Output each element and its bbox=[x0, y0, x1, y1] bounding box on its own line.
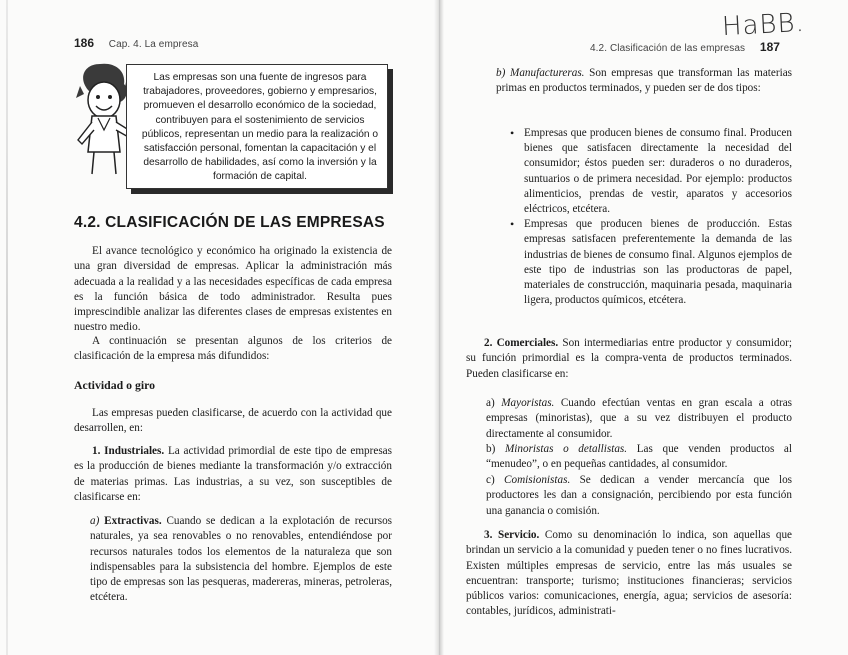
bullet-item-produccion: • Empresas que producen bienes de producción. Estas empresas satisfacen preferentemente la demanda de las industrias de bienes de consumo final. Algunos ejemplos de este tipo de industrias son las productoras de papel, materiales de construcción, maquinaria pesada, maquinaria ligera, productos químicos, etcétera. bbox=[510, 217, 792, 308]
industriales-paragraph bbox=[74, 444, 392, 505]
minoristas-paragraph bbox=[486, 442, 792, 473]
comisionistas-prefix: c) bbox=[486, 474, 495, 486]
manufactureras-text: Son empresas que transforman las materias primas en productos terminados, y pueden ser de dos tipos: bbox=[496, 67, 793, 95]
manufactureras-label: Manufactureras. bbox=[510, 67, 585, 79]
servicio-label: 3. Servicio. bbox=[484, 529, 540, 541]
left-running-header: Cap. 4. La empresa bbox=[108, 39, 199, 50]
section-title: 4.2. CLASIFICACIÓN DE LAS EMPRESAS bbox=[74, 214, 385, 231]
left-page-number: 186 bbox=[74, 36, 95, 50]
comisionistas-paragraph bbox=[486, 473, 792, 519]
right-page bbox=[430, 0, 848, 655]
comisionistas-text: Se dedican a vender mercancía que los productores les dan a consignación, percibiendo por esta función una ganancia o comisión. bbox=[486, 474, 793, 517]
mayoristas-prefix: a) bbox=[486, 397, 495, 409]
manufactureras-bullet-list bbox=[510, 126, 792, 308]
bullet-item-consumo: • Empresas que producen bienes de consumo final. Producen bienes que satisfacen directamente la necesidad del consumidor; éstos pueden ser: duraderos o no duraderos, suntuarios o de primera necesidad. Por ejemplo: productos alimenticios, prendas de vestir, aparatos y accesorios eléctricos, etcétera. bbox=[510, 126, 792, 217]
callout-text: Las empresas son una fuente de ingresos para trabajadores, proveedores, gobierno y empresarios, promueven el desarrollo económico de la sociedad, contribuyen para el sostenimiento de servicios públicos, representan un medio para la realización o satisfacción personal, fomentan la capacitación y el desarrollo de habilidades, así como la inversión y la formación de capital. bbox=[141, 72, 379, 183]
intro-paragraph-2: A continuación se presentan algunos de los criterios de clasificación de la empresa más difundidos: bbox=[74, 335, 392, 363]
mayoristas-paragraph bbox=[486, 396, 792, 442]
minoristas-prefix: b) bbox=[486, 443, 496, 455]
right-page-header bbox=[590, 40, 780, 54]
industriales-text: La actividad primordial de este tipo de empresas es la producción de bienes mediante la transformación y/o extracción de materias primas. Las industrias, a su vez, son susceptibles de clasificarse en: bbox=[74, 445, 392, 503]
comerciales-text: Son intermediarias entre productor y consumidor; su función primordial es la compra-venta de productos terminados. Pueden clasificarse en: bbox=[466, 337, 792, 380]
mayoristas-text: Cuando efectúan ventas en gran escala a otras empresas (minoristas), que a su vez distribuyen el producto directamente al consumidor. bbox=[486, 397, 793, 440]
left-page-header bbox=[74, 36, 198, 50]
servicio-text: Como su denominación lo indica, son aquellas que brindan un servicio a la comunidad y pueden tener o no fines lucrativos. Existen múltiples empresas de servicio, entre las más usuales se encuentran: transporte; turismo; instituciones financieras; servicios públicos varios: comunicaciones, energía, agua; servicios de asesoría: contables, jurídicos, administrati- bbox=[466, 529, 792, 618]
extractivas-label: Extractivas. bbox=[104, 515, 162, 527]
right-page-number: 187 bbox=[759, 40, 780, 54]
industriales-label: 1. Industriales. bbox=[92, 445, 165, 457]
extractivas-paragraph bbox=[90, 514, 392, 606]
right-running-header: 4.2. Clasificación de las empresas bbox=[590, 43, 746, 54]
handwritten-note: HaBB. bbox=[721, 7, 806, 43]
manufactureras-paragraph bbox=[496, 66, 792, 97]
intro-paragraph-1: El avance tecnológico y económico ha originado la existencia de una gran diversidad de empresas. Aplicar la administración más adecuada a la realidad y a las necesidades específicas de cada empresa es la función básica de todo administrador. Resulta pues imprescindible analizar las diferentes clases de empresas existentes en nuestro medio. bbox=[74, 245, 392, 334]
manufactureras-prefix: b) bbox=[496, 67, 506, 79]
activity-paragraph: Las empresas pueden clasificarse, de acuerdo con la actividad que desarrollen, en: bbox=[74, 407, 392, 435]
minoristas-label: Minoristas o detallistas. bbox=[504, 443, 628, 455]
highlight-callout-box bbox=[126, 64, 388, 189]
comerciales-paragraph bbox=[466, 336, 792, 382]
comerciales-label: 2. Comerciales. bbox=[484, 337, 559, 349]
subheading-activity: Actividad o giro bbox=[74, 378, 156, 392]
comisionistas-label: Comisionistas. bbox=[504, 474, 571, 486]
minoristas-text: Las que venden productos al “menudeo”, o en pequeñas cantidades, al consumidor. bbox=[486, 443, 793, 471]
extractivas-text: Cuando se dedican a la explotación de recursos naturales, ya sea renovables o no renovables, entendiéndose por recursos naturales todos los elementos de la naturaleza que son indispensables para la subsistencia del hombre. Ejemplos de este tipo de empresas son las pesqueras, madereras, mineras, petroleras, etcétera. bbox=[90, 515, 393, 604]
mayoristas-label: Mayoristas. bbox=[501, 397, 555, 409]
extractivas-prefix: a) bbox=[90, 515, 100, 527]
servicio-paragraph bbox=[466, 528, 792, 620]
